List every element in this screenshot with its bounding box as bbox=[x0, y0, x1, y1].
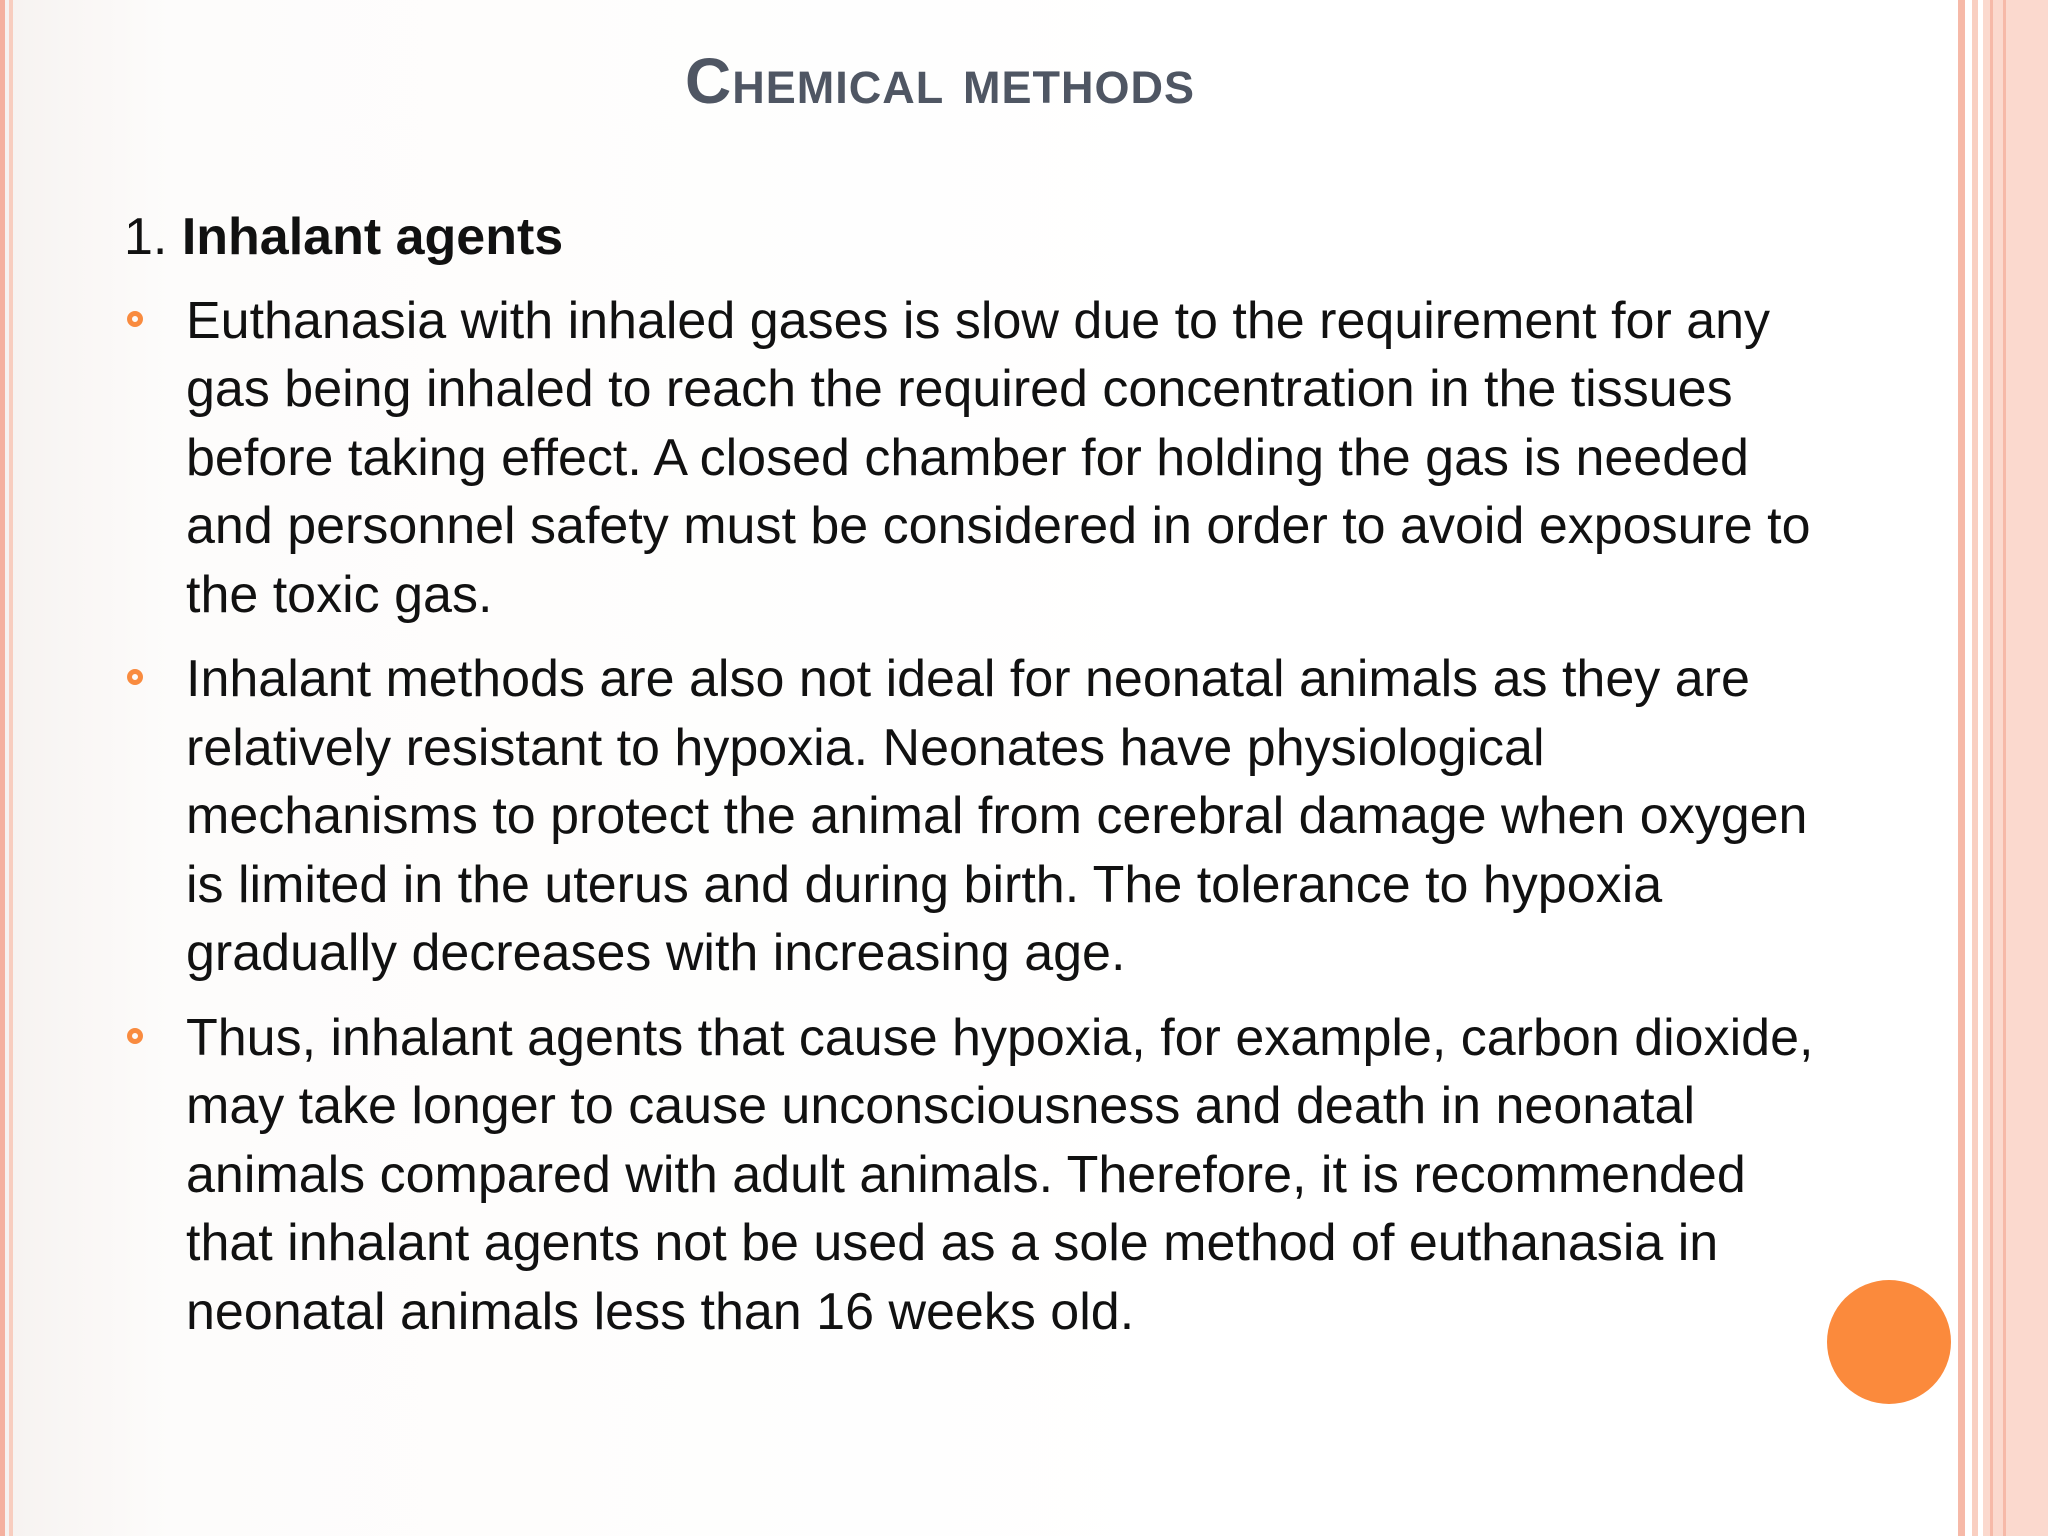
bullet-ring-icon bbox=[127, 1028, 143, 1044]
section-heading bbox=[124, 203, 1844, 272]
left-border-stripe-inner bbox=[9, 0, 13, 1536]
slide-body bbox=[124, 203, 1844, 1362]
bullet-ring-icon bbox=[127, 669, 143, 685]
right-border-line-1 bbox=[1990, 0, 1993, 1536]
right-border-line-2 bbox=[2003, 0, 2006, 1536]
section-heading-text: Inhalant agents bbox=[181, 208, 564, 266]
bullet-text: Thus, inhalant agents that cause hypoxia, for example, carbon dioxide, may take longer to cause unconsciousness and death in neonatal animals compared with adult animals. Therefore, it is recommended that inhalant agents not be used as a sole method of euthanasia in neonatal animals less than 16 weeks old. bbox=[186, 1008, 1814, 1341]
bullet-text: Euthanasia with inhaled gases is slow due to the requirement for any gas being inhaled to reach the required concentration in the tissues before taking effect. A closed chamber for holding the gas is needed and personnel safety must be considered in order to avoid exposure to the toxic gas. bbox=[186, 291, 1811, 624]
bullet-text: Inhalant methods are also not ideal for neonatal animals as they are relatively resistant to hypoxia. Neonates have physiological mechanisms to protect the animal from cerebral damage when oxygen is limited in the uterus and during birth. The tolerance to hypoxia gradually decreases with increasing age. bbox=[186, 650, 1808, 982]
bullet-item bbox=[124, 287, 1844, 630]
right-border-stripe bbox=[1958, 0, 1965, 1536]
bullet-ring-icon bbox=[127, 311, 143, 327]
slide-title: Chemical methods bbox=[685, 45, 1195, 117]
bullet-item bbox=[124, 1004, 1844, 1347]
decorative-orange-circle bbox=[1827, 1280, 1951, 1404]
bullet-item bbox=[124, 645, 1844, 988]
section-number: 1. bbox=[124, 208, 168, 266]
right-border-stripe-inner bbox=[1972, 0, 1978, 1536]
left-border-stripe bbox=[0, 0, 5, 1536]
